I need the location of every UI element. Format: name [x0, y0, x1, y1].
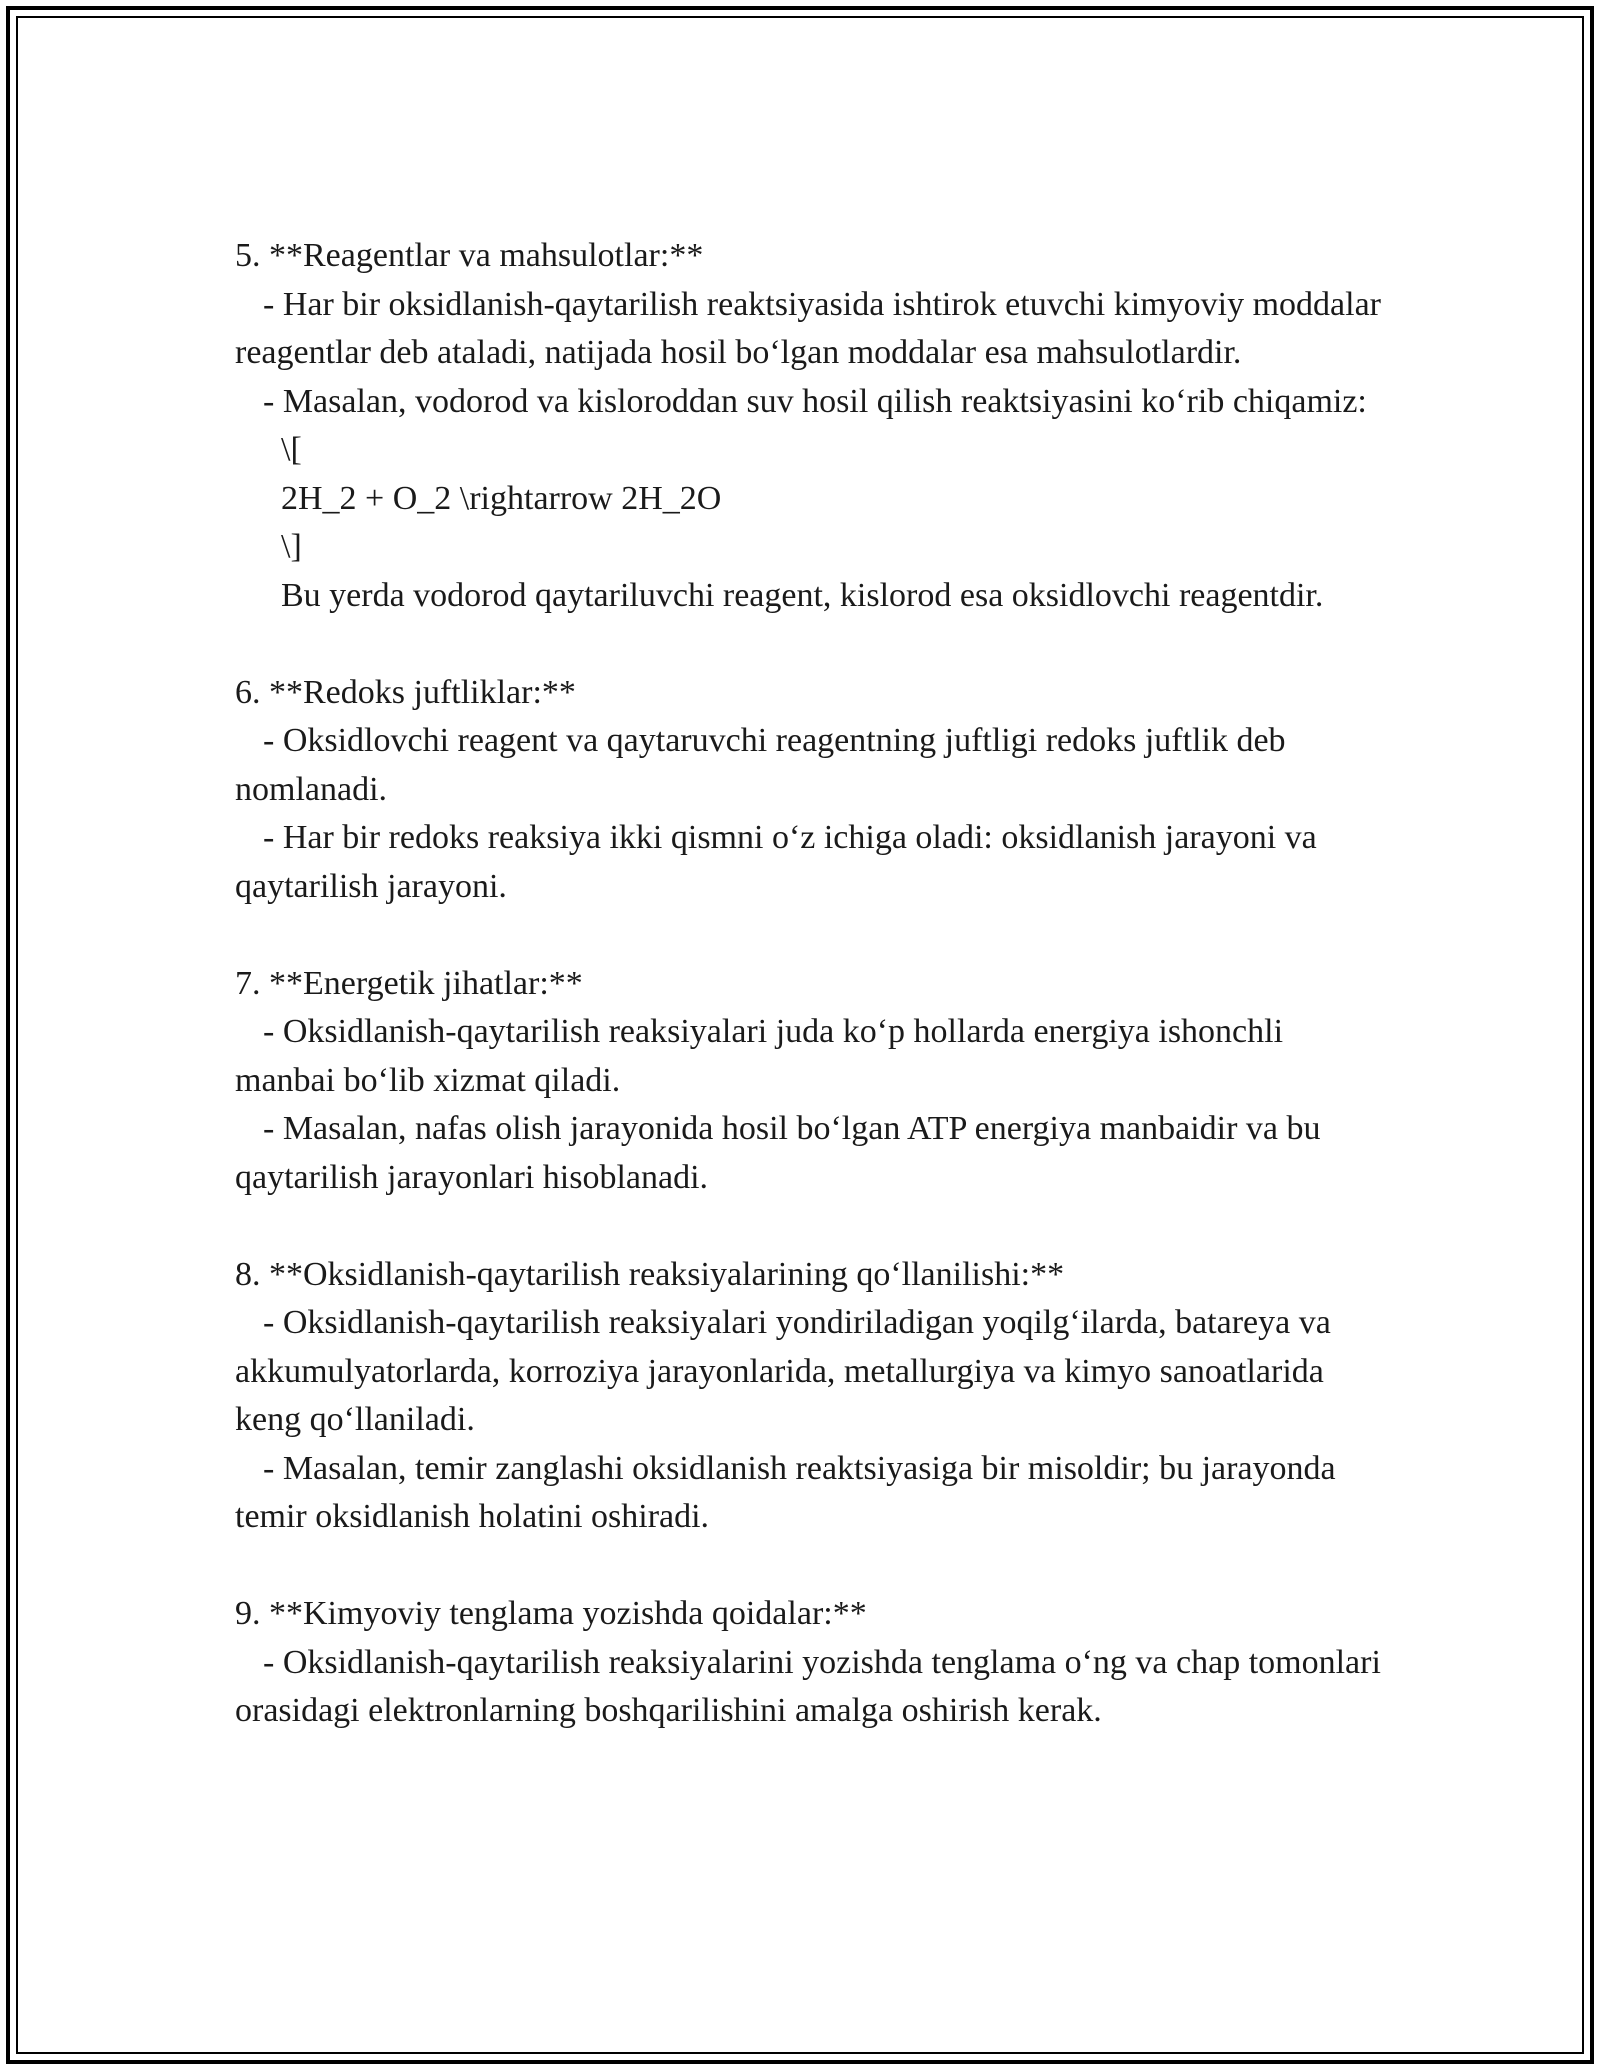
- math-close: \]: [281, 528, 302, 565]
- section-applications: [235, 1251, 1385, 1542]
- document-body: [235, 232, 1385, 1784]
- bullet-item: - Masalan, nafas olish jarayonida hosil bo‘lgan ATP energiya manbaidir va bu qaytarilish jarayonlari hisoblanadi.: [235, 1110, 1321, 1196]
- section-heading: 6. **Redoks juftliklar:**: [235, 673, 576, 711]
- section-heading: 5. **Reagentlar va mahsulotlar:**: [235, 237, 704, 274]
- math-open: \[: [281, 431, 302, 468]
- formula-note: Bu yerda vodorod qaytariluvchi reagent, kislorod esa oksidlovchi reagentdir.: [281, 576, 1324, 614]
- section-heading: 8. **Oksidlanish-qaytarilish reaksiyalarining qo‘llanilishi:**: [235, 1255, 1065, 1293]
- section-heading: 9. **Kimyoviy tenglama yozishda qoidalar:**: [235, 1595, 867, 1632]
- section-reagents: [235, 232, 1385, 620]
- bullet-item: - Har bir redoks reaksiya ikki qismni o‘z ichiga oladi: oksidlanish jarayoni va qaytarilish jarayoni.: [235, 819, 1317, 905]
- bullet-item: - Oksidlanish-qaytarilish reaksiyalari yondiriladigan yoqilg‘ilarda, batareya va akkumulyatorlarda, korroziya jarayonlarida, metallurgiya va kimyo sanoatlarida keng qo‘llaniladi.: [235, 1304, 1331, 1438]
- bullet-item: - Har bir oksidlanish-qaytarilish reaktsiyasida ishtirok etuvchi kimyoviy moddalar reagentlar deb ataladi, natijada hosil bo‘lgan moddalar esa mahsulotlardir.: [235, 285, 1381, 371]
- section-energetics: [235, 960, 1385, 1203]
- bullet-item: - Oksidlanish-qaytarilish reaksiyalari juda ko‘p hollarda energiya ishonchli manbai bo‘lib xizmat qiladi.: [235, 1013, 1284, 1099]
- bullet-item: - Oksidlanish-qaytarilish reaksiyalarini yozishda tenglama o‘ng va chap tomonlari orasidagi elektronlarning boshqarilishini amalga oshirish kerak.: [235, 1643, 1381, 1729]
- section-equation-rules: [235, 1590, 1385, 1736]
- bullet-item: - Masalan, vodorod va kisloroddan suv hosil qilish reaktsiyasini ko‘rib chiqamiz:: [263, 382, 1367, 420]
- bullet-item: - Masalan, temir zanglashi oksidlanish reaktsiyasiga bir misoldir; bu jarayonda temir oksidlanish holatini oshiradi.: [235, 1449, 1336, 1535]
- section-heading: 7. **Energetik jihatlar:**: [235, 964, 583, 1002]
- math-formula: 2H_2 + O_2 \rightarrow 2H_2O: [281, 479, 722, 517]
- section-redox-pairs: [235, 669, 1385, 912]
- bullet-item: - Oksidlovchi reagent va qaytaruvchi reagentning juftligi redoks juftlik deb nomlanadi.: [235, 722, 1286, 808]
